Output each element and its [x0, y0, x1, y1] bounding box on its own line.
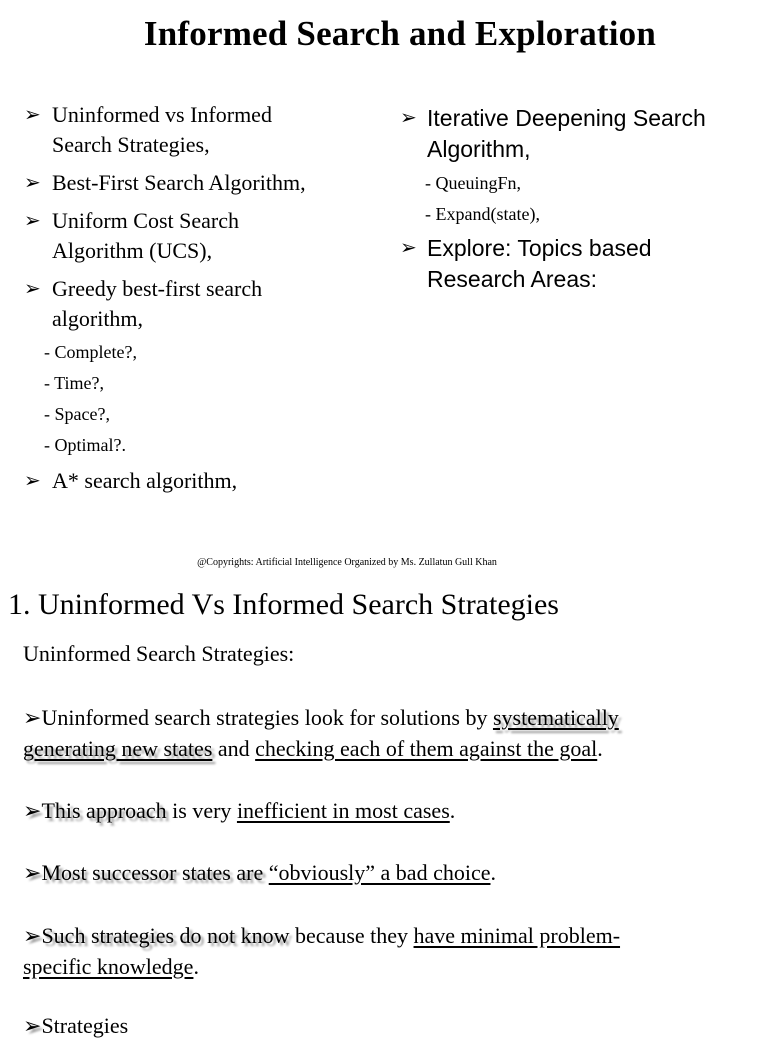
text-run: because they [289, 923, 414, 948]
underlined-text: inefficient in most cases [236, 798, 450, 823]
paragraph-2 [23, 795, 455, 826]
text-run: . [193, 954, 199, 979]
arrow-bullet-icon: ➢ [400, 237, 417, 259]
greedy-subitem-time: - Time?, [44, 373, 105, 393]
text-run: is very [166, 798, 237, 823]
slide-title: Informed Search and Exploration [143, 14, 657, 53]
underlined-text: “obviously” a bad choice [268, 860, 491, 885]
paragraph-4-line-2 [23, 951, 199, 982]
bullet-line: Iterative Deepening Search [427, 105, 706, 131]
paragraph-1-line-1 [23, 702, 619, 733]
arrow-bullet-icon: ➢ [24, 104, 41, 126]
underlined-text: have minimal problem- [413, 923, 621, 948]
shadow-text: Such strategies do not know [41, 923, 290, 948]
bullet-line: Greedy best-first search [52, 276, 263, 301]
greedy-subitem-complete: - Complete?, [44, 342, 137, 362]
arrow-bullet-icon: ➢ [23, 798, 42, 823]
text-run: . [597, 736, 603, 761]
arrow-bullet-icon: ➢ [400, 107, 417, 129]
text-run: Strategies [41, 1013, 129, 1038]
arrow-bullet-icon: ➢ [23, 923, 42, 948]
shadow-text: Most successor states are [41, 860, 264, 885]
bullet-line: Algorithm (UCS), [52, 238, 213, 263]
arrow-bullet-icon: ➢ [23, 705, 42, 730]
underlined-text: checking each of them against the goal [255, 736, 598, 761]
bullet-line: Search Strategies, [52, 132, 210, 157]
ids-subitem-expand: - Expand(state), [425, 204, 540, 224]
text-run: . [490, 860, 496, 885]
arrow-bullet-icon: ➢ [24, 278, 41, 300]
shadow-text: This approach [41, 798, 167, 823]
ids-subitem-queuingfn: - QueuingFn, [425, 173, 521, 193]
bullet-line: A* search algorithm, [52, 468, 238, 493]
arrow-bullet-icon: ➢ [24, 172, 41, 194]
section-heading: 1. Uninformed Vs Informed Search Strategies [8, 588, 559, 621]
subheading: Uninformed Search Strategies: [23, 641, 295, 666]
underlined-shadow-text: generating new states [23, 736, 213, 761]
bullet-line: Research Areas: [427, 266, 598, 292]
text-run: Uninformed search strategies look for solutions by [41, 705, 493, 730]
copyright-footer: @Copyrights: Artificial Intelligence Organized by Ms. Zullatun Gull Khan [197, 557, 497, 568]
text-run: and [212, 736, 256, 761]
arrow-bullet-icon: ➢ [23, 1013, 42, 1038]
bullet-line: algorithm, [52, 306, 144, 331]
arrow-bullet-icon: ➢ [24, 470, 41, 492]
greedy-subitem-optimal: - Optimal?. [44, 435, 126, 455]
bullet-line: Explore: Topics based [427, 235, 652, 261]
bullet-line: Uniform Cost Search [52, 208, 239, 233]
underlined-text: specific knowledge [23, 954, 194, 979]
paragraph-3 [23, 857, 496, 888]
greedy-subitem-space: - Space?, [44, 404, 110, 424]
underlined-shadow-text: systematically [492, 705, 619, 730]
arrow-bullet-icon: ➢ [23, 860, 42, 885]
bullet-line: Best-First Search Algorithm, [52, 170, 306, 195]
bullet-line: Uninformed vs Informed [52, 102, 272, 127]
paragraph-1-line-2 [23, 733, 603, 764]
text-run: . [449, 798, 456, 823]
bullet-line: Algorithm, [427, 136, 531, 162]
arrow-bullet-icon: ➢ [24, 210, 41, 232]
paragraph-4-line-1 [23, 920, 620, 951]
paragraph-5-partial [23, 1010, 128, 1041]
